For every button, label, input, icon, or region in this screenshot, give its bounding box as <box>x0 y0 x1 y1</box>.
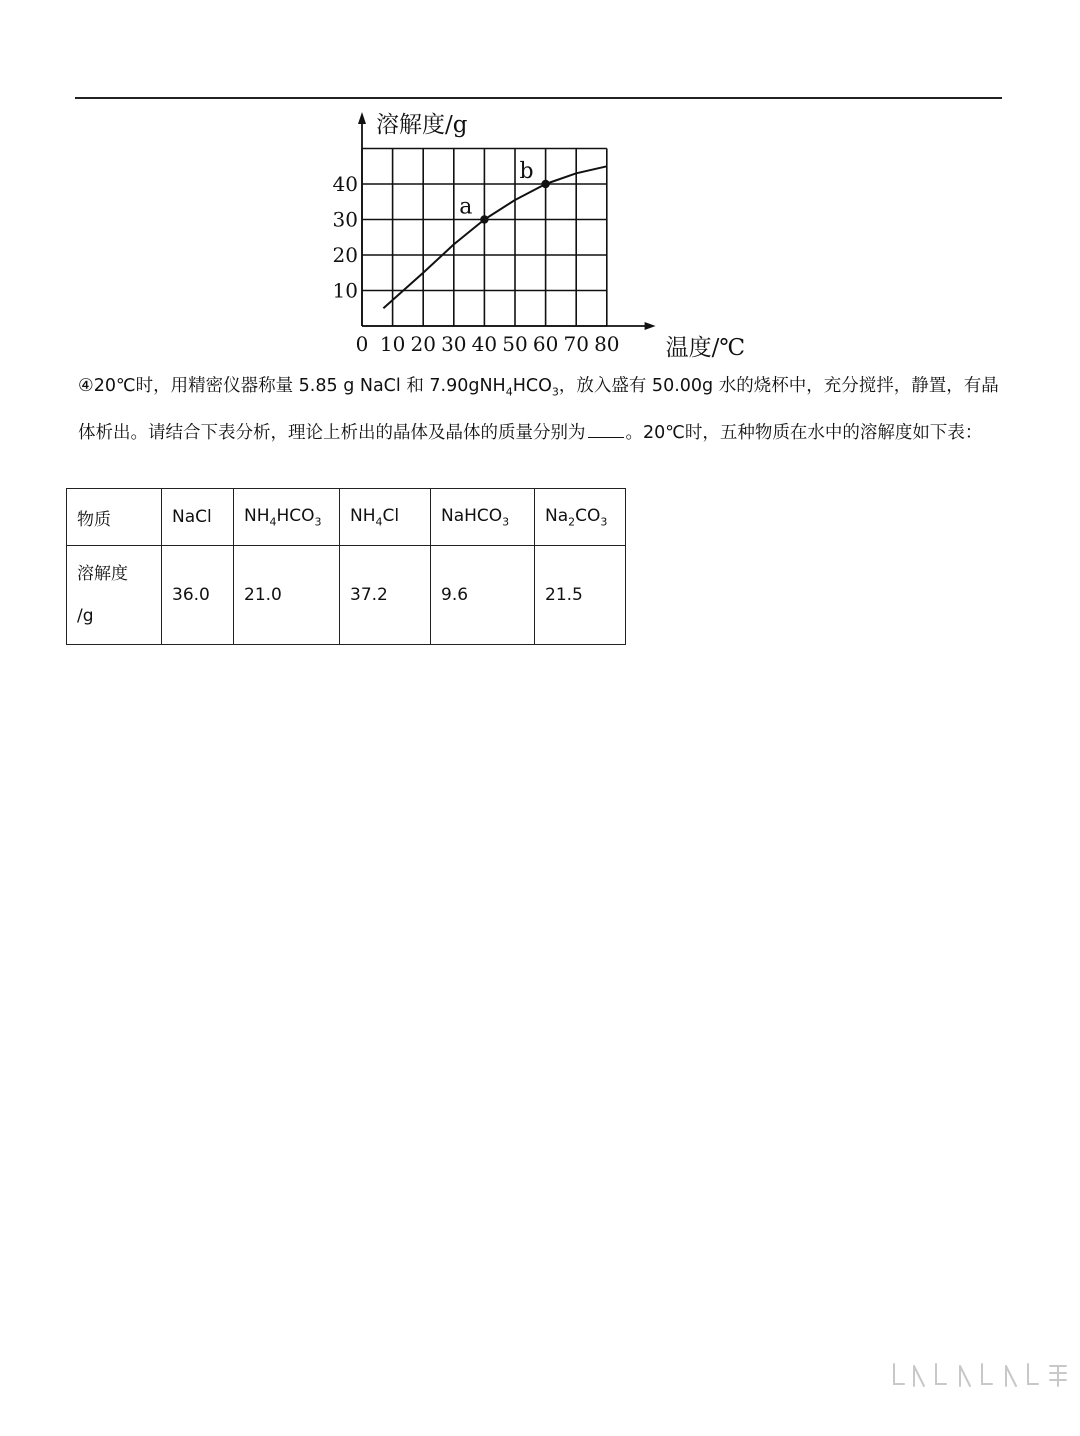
x-axis-label: 温度/℃ <box>665 335 746 361</box>
x-tick-label: 70 <box>563 332 589 356</box>
table-value-row <box>67 546 626 645</box>
question-text <box>78 366 1003 453</box>
value-cell: 9.6 <box>431 546 535 645</box>
substance-cell: $Na_2CO_3$ <box>535 489 626 546</box>
header-label-cell: 物质 <box>67 489 162 546</box>
x-tick-label: 10 <box>379 332 406 356</box>
substance-cell: NaCl <box>162 489 234 546</box>
row-label-cell: 溶解度 /g <box>67 546 162 645</box>
x-axis-arrow <box>645 322 656 330</box>
point-label-a: a <box>459 194 473 220</box>
solubility-chart <box>320 104 760 360</box>
substance-cell: $NH_4HCO_3$ <box>234 489 340 546</box>
y-tick-label: 40 <box>332 172 358 196</box>
answer-blank[interactable] <box>588 420 624 438</box>
point-label-b: b <box>519 159 534 184</box>
value-cell: 37.2 <box>340 546 431 645</box>
value-cell: 21.0 <box>234 546 340 645</box>
y-tick-label: 10 <box>332 278 358 303</box>
x-tick-label: 30 <box>441 332 467 356</box>
solubility-table <box>66 488 626 645</box>
watermark-icon <box>888 1360 1073 1390</box>
x-tick-label: 80 <box>594 332 620 356</box>
question-paragraph: ④20℃时，用精密仪器称量 5.85 g NaCl 和 $7.90gNH_4HCO_3$，放入盛有 50.00g 水的烧杯中，充分搅拌，静置，有晶体析出。请结合下表分析，理论上析出的晶体及晶体的质量分别为 。20℃时，五种物质在水中的溶解度如下表： <box>78 376 999 443</box>
value-cell: 36.0 <box>162 546 234 645</box>
x-tick-label: 0 <box>355 332 369 356</box>
solubility-curve <box>383 166 606 308</box>
point-b <box>541 180 549 188</box>
watermark-logo <box>888 1360 1073 1390</box>
y-tick-label: 20 <box>332 243 358 267</box>
value-cell: 21.5 <box>535 546 626 645</box>
point-a <box>480 215 488 223</box>
y-axis-label: 溶解度/g <box>376 112 468 138</box>
x-tick-label: 40 <box>471 332 498 356</box>
x-tick-label: 20 <box>410 332 436 356</box>
table-header-row <box>67 489 626 546</box>
header-rule <box>75 97 1002 99</box>
x-tick-label: 50 <box>502 332 528 356</box>
x-tick-label: 60 <box>532 332 559 356</box>
y-axis-arrow <box>358 112 366 124</box>
substance-cell: NaHCO$_3$ <box>431 489 535 546</box>
y-tick-label: 30 <box>332 207 358 232</box>
substance-cell: $NH_4Cl$ <box>340 489 431 546</box>
